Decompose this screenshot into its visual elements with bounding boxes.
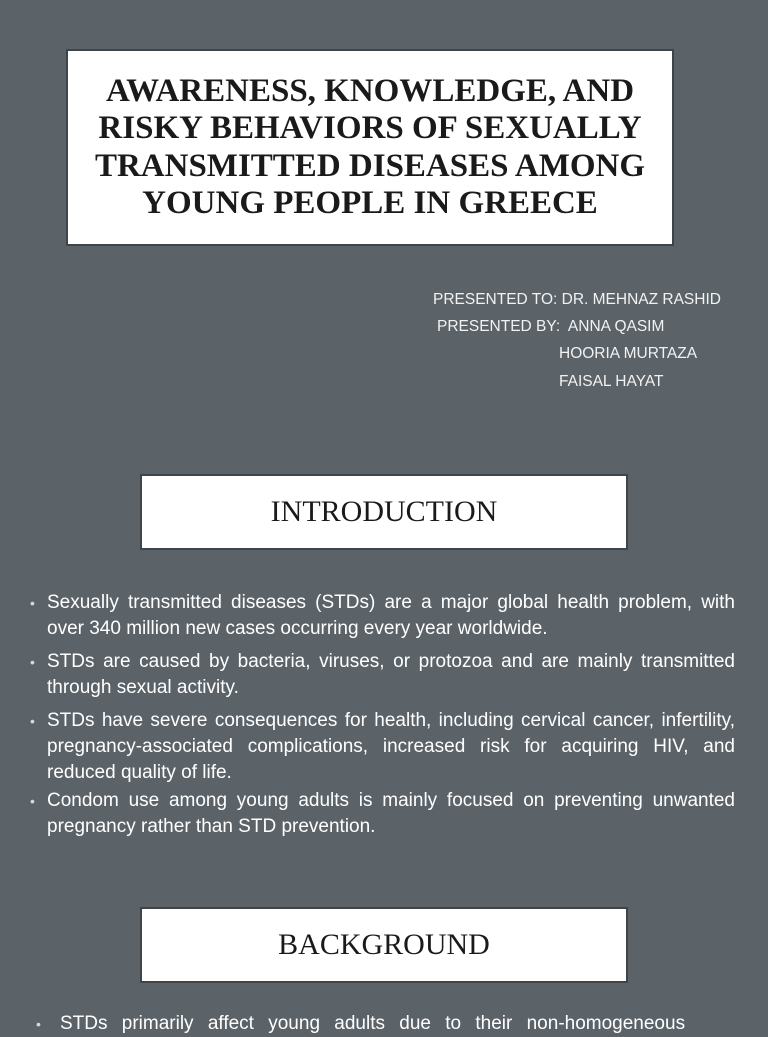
presenters-block bbox=[0, 0, 768, 400]
introduction-list bbox=[28, 590, 735, 847]
list-item bbox=[28, 590, 735, 642]
list-item-text: STDs primarily affect young adults due to their non-homogeneous bbox=[60, 1013, 686, 1034]
presented-by: PRESENTED BY: ANNA QASIM bbox=[437, 318, 665, 335]
list-item bbox=[28, 708, 735, 786]
bullet-icon: • bbox=[30, 713, 35, 729]
background-heading: BACKGROUND bbox=[278, 928, 490, 961]
list-item bbox=[28, 788, 735, 840]
background-list bbox=[28, 1011, 735, 1037]
background-heading-box bbox=[140, 907, 628, 983]
list-item bbox=[28, 1011, 735, 1037]
list-item-text: Sexually transmitted diseases (STDs) are a major global health problem, with over 340 million new cases occurring every year worldwide. bbox=[47, 592, 735, 639]
presentation-title: AWARENESS, KNOWLEDGE, AND RISKY BEHAVIORS OF SEXUALLY TRANSMITTED DISEASES AMONG YOUNG PEOPLE IN GREECE bbox=[94, 72, 646, 221]
bullet-icon: • bbox=[30, 654, 35, 670]
bullet-icon: • bbox=[36, 1016, 41, 1032]
list-item bbox=[28, 649, 735, 701]
list-item-text: STDs are caused by bacteria, viruses, or protozoa and are mainly transmitted through sexual activity. bbox=[47, 651, 735, 698]
list-item-text: STDs have severe consequences for health, including cervical cancer, infertility, pregnancy-associated complications, increased risk for acquiring HIV, and reduced quality of life. bbox=[47, 710, 735, 783]
presenter-name: FAISAL HAYAT bbox=[559, 373, 664, 390]
introduction-heading: INTRODUCTION bbox=[270, 495, 498, 528]
presented-to: PRESENTED TO: DR. MEHNAZ RASHID bbox=[433, 291, 721, 308]
introduction-heading-box bbox=[140, 474, 628, 550]
bullet-icon: • bbox=[30, 793, 35, 809]
bullet-icon: • bbox=[30, 595, 35, 611]
presenter-name: HOORIA MURTAZA bbox=[559, 345, 698, 362]
list-item-text: Condom use among young adults is mainly focused on preventing unwanted pregnancy rather than STD prevention. bbox=[47, 790, 735, 837]
